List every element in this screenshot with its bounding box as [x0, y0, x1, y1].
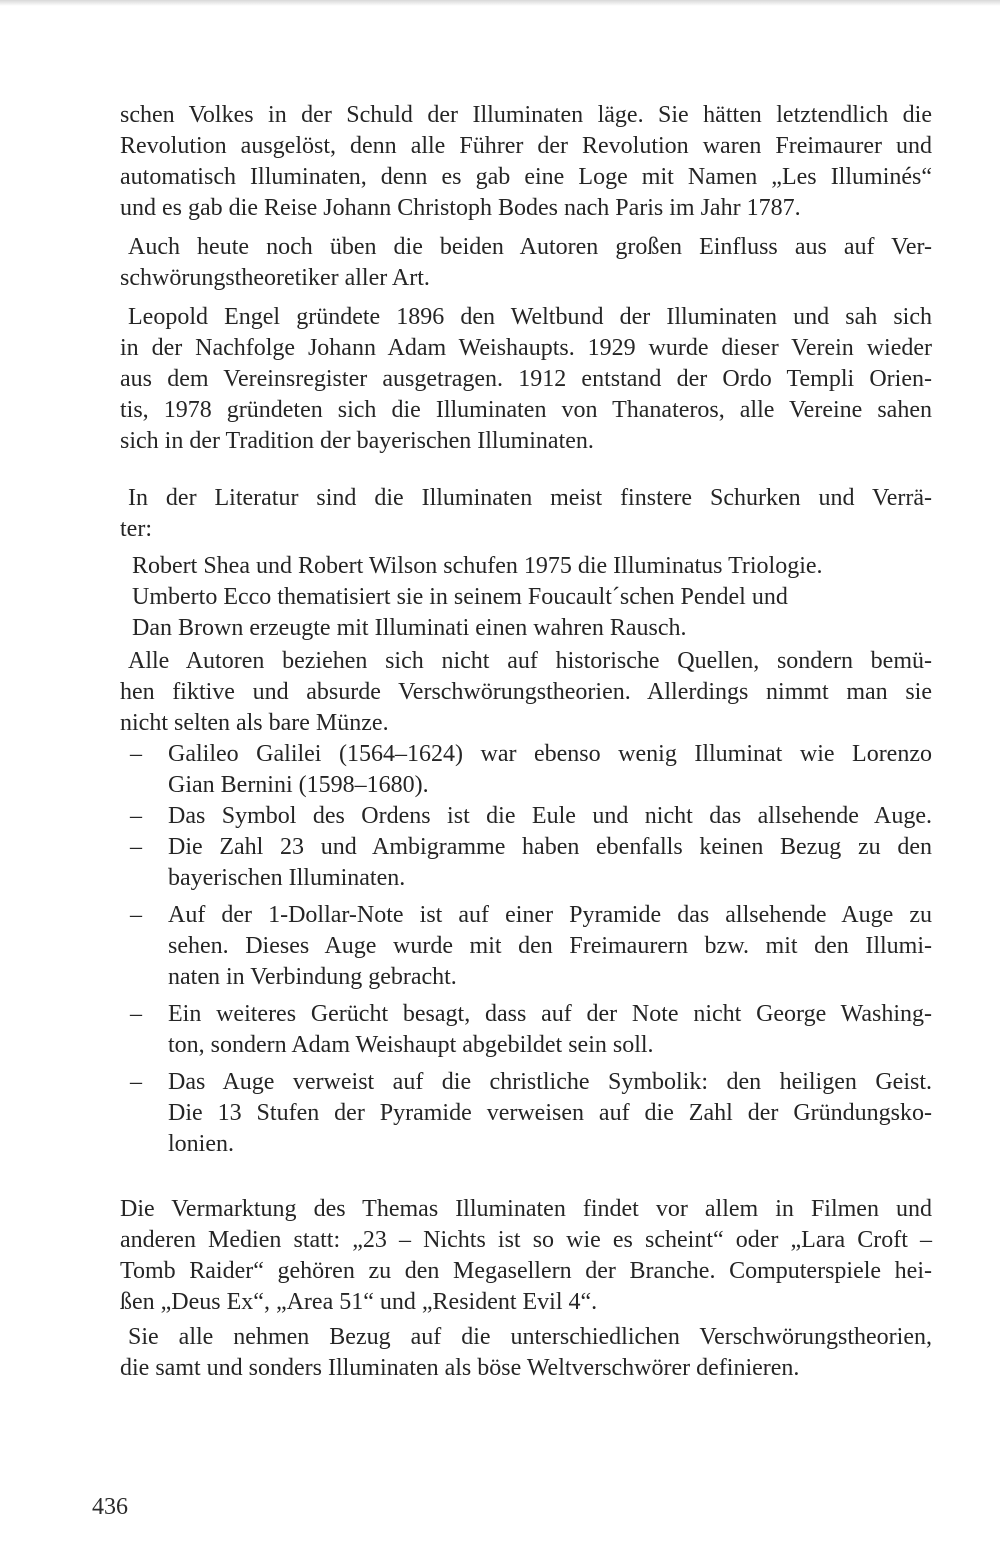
list-item [120, 739, 932, 801]
text-line: schwörungstheoretiker aller Art. [120, 265, 430, 291]
list-item-text: Die 13 Stufen der Pyramide verweisen auf die Zahl der Gründungsko- [168, 1100, 932, 1126]
dash-marker: – [130, 1001, 142, 1027]
list-item [120, 1067, 932, 1160]
list-item-text: bayerischen Illuminaten. [168, 865, 406, 891]
section-gap [120, 457, 932, 483]
list-item-text: Die Zahl 23 und Ambigramme haben ebenfalls keinen Bezug zu den [168, 834, 932, 860]
paragraph-1 [120, 100, 932, 224]
text-line: Leopold Engel gründete 1896 den Weltbund der Illuminaten und sah sich [128, 304, 932, 330]
dash-marker: – [130, 1069, 142, 1095]
list-item-text: Galileo Galilei (1564–1624) war ebenso wenig Illuminat wie Lorenzo [168, 741, 932, 767]
paragraph-2 [120, 232, 932, 294]
text-line: aus dem Vereinsregister ausgetragen. 1912 entstand der Ordo Templi Orien- [120, 366, 932, 392]
text-line: Sie alle nehmen Bezug auf die unterschiedlichen Verschwörungstheorien, [128, 1324, 932, 1350]
text-line: sich in der Tradition der bayerischen Illuminaten. [120, 428, 594, 454]
paragraph-8 [120, 1322, 932, 1384]
dash-marker: – [130, 902, 142, 928]
text-line: Robert Shea und Robert Wilson schufen 1975 die Illuminatus Triologie. [132, 553, 823, 579]
paragraph-7 [120, 1194, 932, 1318]
list-item-text: lonien. [168, 1131, 234, 1157]
text-line: Revolution ausgelöst, denn alle Führer der Revolution waren Freimaurer und [120, 133, 932, 159]
text-line: anderen Medien statt: „23 – Nichts ist so wie es scheint“ oder „Lara Croft – [120, 1227, 932, 1253]
text-line: Umberto Ecco thematisiert sie in seinem Foucault´schen Pendel und [132, 584, 788, 610]
text-line: Alle Autoren beziehen sich nicht auf historische Quellen, sondern bemü- [128, 648, 932, 674]
text-line: Auch heute noch üben die beiden Autoren großen Einfluss aus auf Ver- [128, 234, 932, 260]
dash-marker: – [130, 834, 142, 860]
dash-marker: – [130, 803, 142, 829]
paragraph-5 [120, 551, 932, 644]
text-line: und es gab die Reise Johann Christoph Bodes nach Paris im Jahr 1787. [120, 195, 801, 221]
text-line: ßen „Deus Ex“, „Area 51“ und „Resident Evil 4“. [120, 1289, 598, 1315]
body-text [120, 100, 932, 1384]
page-number: 436 [92, 1494, 128, 1520]
text-line: hen fiktive und absurde Verschwörungstheorien. Allerdings nimmt man sie [120, 679, 932, 705]
list-item-text: Ein weiteres Gerücht besagt, dass auf der Note nicht George Washing- [168, 1001, 932, 1027]
text-line: die samt und sonders Illuminaten als böse Weltverschwörer definieren. [120, 1355, 800, 1381]
text-line: automatisch Illuminaten, denn es gab eine Loge mit Namen „Les Illuminés“ [120, 164, 932, 190]
list-item-text: Gian Bernini (1598–1680). [168, 772, 429, 798]
text-line: in der Nachfolge Johann Adam Weishaupts. 1929 wurde dieser Verein wieder [120, 335, 932, 361]
dash-marker: – [130, 741, 142, 767]
section-gap [120, 1160, 932, 1194]
list-item-text: naten in Verbindung gebracht. [168, 964, 457, 990]
list-item-text: sehen. Dieses Auge wurde mit den Freimaurern bzw. mit den Illumi- [168, 933, 932, 959]
paragraph-3 [120, 302, 932, 457]
list-item [120, 832, 932, 894]
dash-list [120, 739, 932, 1160]
paragraph-6 [120, 646, 932, 739]
text-line: Die Vermarktung des Themas Illuminaten findet vor allem in Filmen und [120, 1196, 932, 1222]
text-line: schen Volkes in der Schuld der Illuminaten läge. Sie hätten letztendlich die [120, 102, 932, 128]
list-item [120, 900, 932, 993]
list-item [120, 999, 932, 1061]
list-item-text: Das Symbol des Ordens ist die Eule und nicht das allsehende Auge. [168, 803, 932, 829]
text-line: ter: [120, 516, 152, 542]
text-line: Dan Brown erzeugte mit Illuminati einen wahren Rausch. [132, 615, 687, 641]
text-line: nicht selten als bare Münze. [120, 710, 389, 736]
list-item-text: Das Auge verweist auf die christliche Symbolik: den heiligen Geist. [168, 1069, 932, 1095]
text-line: Tomb Raider“ gehören zu den Megasellern der Branche. Computerspiele hei- [120, 1258, 932, 1284]
text-line: In der Literatur sind die Illuminaten meist finstere Schurken und Verrä- [128, 485, 932, 511]
paragraph-4 [120, 483, 932, 545]
list-item-text: ton, sondern Adam Weishaupt abgebildet sein soll. [168, 1032, 654, 1058]
text-line: tis, 1978 gründeten sich die Illuminaten von Thanateros, alle Vereine sahen [120, 397, 932, 423]
list-item-text: Auf der 1-Dollar-Note ist auf einer Pyramide das allsehende Auge zu [168, 902, 932, 928]
list-item [120, 801, 932, 832]
page-top-edge [0, 0, 1000, 6]
